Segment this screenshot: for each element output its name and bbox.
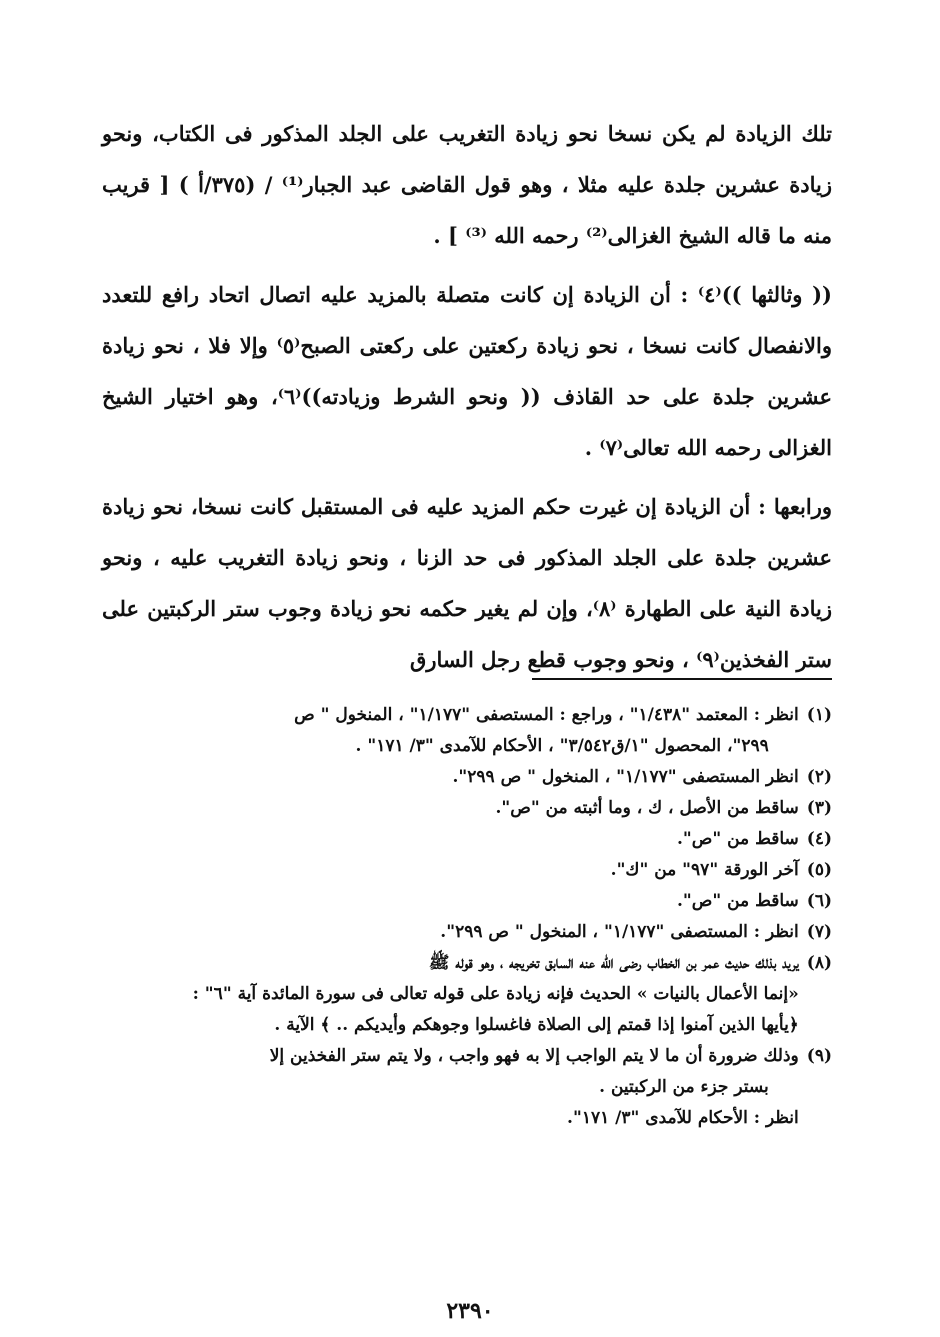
footnote-text: يريد بذلك حديث عمر بن الخطاب رضى الله عنه السابق تخريجه ، وهو قوله ﷺ [428,953,799,973]
footnote-7 [92,917,832,948]
footnote-text: انظر : المعتمد "١/٤٣٨" ، وراجع : المستصفى "١/١٧٧" ، المنخول " ص [294,705,799,725]
footnote-text: ساقط من "ص". [677,829,799,849]
footnote-number: (٢) [806,767,832,787]
footnote-number: (٨) [806,953,832,973]
footnote-number: (٧) [806,922,832,942]
footnote-text: وذلك ضرورة أن ما لا يتم الواجب إلا به فهو واجب ، ولا يتم ستر الفخذين إلا [269,1046,799,1066]
quran-verse: ﴿يأيها الذين آمنوا إذا قمتم إلى الصلاة فاغسلوا وجوهكم وأيديكم .. ﴾ الآية . [274,1015,799,1035]
footnote-8 [92,948,832,1041]
paragraph: ورابعها : أن الزيادة إن غيرت حكم المزيد عليه فى المستقبل كانت نسخا، نحو زيادة عشرين جلدة على الجلد المذكور فى حد الزنا ، ونحو زيادة التغريب عليه ، ونحو زيادة النية على الطهارة ⁽٨⁾، وإن لم يغير حكمه نحو زيادة وجوب ستر الركبتين على ستر الفخذين⁽٩⁾ ، ونحو وجوب قطع رجل السارق [102,494,832,672]
footnote-text: بستر جزء من الركبتين . [599,1077,769,1097]
footnote-number: (٩) [806,1046,832,1066]
footnote-2 [92,762,832,793]
footnote-1 [92,700,832,762]
footnote-number: (٣) [806,798,832,818]
footnote-9 [92,1041,832,1134]
footnote-5 [92,855,832,886]
footnote-text: ساقط من الأصل ، ك ، وما أثبته من "ص". [495,798,799,818]
footnote-text: انظر المستصفى "١/١٧٧" ، المنخول " ص ٢٩٩". [452,767,799,787]
footnote-number: (٥) [806,860,832,880]
footnote-4 [92,824,832,855]
footnote-number: (١) [806,705,832,725]
footnote-text: آخر الورقة "٩٧" من "ك". [610,860,799,880]
footnote-text: ساقط من "ص". [677,891,799,911]
footnote-text: «إنما الأعمال بالنيات » الحديث فإنه زيادة على قوله تعالى فى سورة المائدة آية "٦" : [192,984,799,1004]
footnotes [92,700,832,1134]
footnote-6 [92,886,832,917]
footnote-number: (٤) [806,829,832,849]
footnote-text: انظر : الأحكام للآمدى "٣/ ١٧١". [567,1108,799,1128]
paragraph: تلك الزيادة لم يكن نسخا نحو زيادة التغريب على الجلد المذكور فى الكتاب، ونحو زيادة عشرين جلدة عليه مثلا ، وهو قول القاضى عبد الجبار⁽¹⁾ / (٣٧٥/أ ) [ قريب منه ما قاله الشيخ الغزالى⁽²⁾ رحمه الله ⁽³⁾ ] . [102,121,833,248]
footnote-text: انظر : المستصفى "١/١٧٧" ، المنخول " ص ٢٩٩". [440,922,799,942]
footnote-separator [532,678,832,680]
paragraph: (( وثالثها ))⁽٤⁾ : أن الزيادة إن كانت متصلة بالمزيد عليه اتصال اتحاد رافع للتعدد والانفصال كانت نسخا ، نحو زيادة ركعتين على ركعتى الصبح⁽٥⁾ وإلا فلا ، نحو زيادة عشرين جلدة على حد القاذف (( ونحو الشرط وزيادته))⁽٦⁾، وهو اختيار الشيخ الغزالى رحمه الله تعالى⁽٧⁾ . [102,282,832,460]
footnote-text: ٢٩٩"، المحصول "١/ق٣/٥٤٢" ، الأحكام للآمدى "٣/ ١٧١" . [355,736,769,756]
page-number: ٢٣٩٠ [446,1298,494,1324]
footnote-3 [92,793,832,824]
footnote-number: (٦) [806,891,832,911]
main-text [102,108,832,693]
